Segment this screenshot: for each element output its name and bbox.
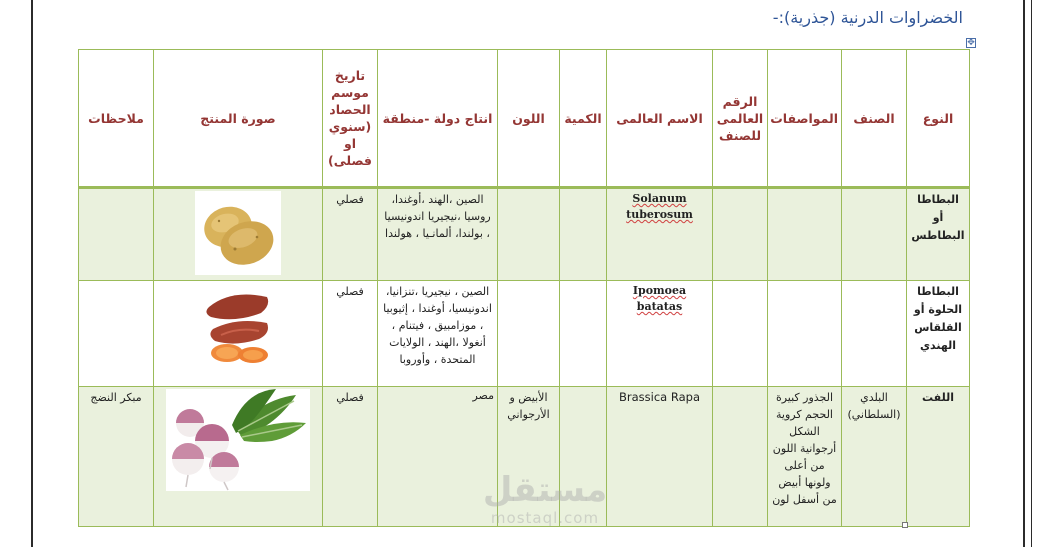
cell-production: مصر <box>378 387 498 527</box>
cell-production: الصين ، نيجيريا ،تنزانيا، اندونيسيا، أوغندا ، إثيوبيا ، موزامبيق ، فيتنام ، أنغولا ،الهند ، الولايات المتحدة ، وأوروبا <box>378 281 498 387</box>
watermark-logo: مستقل <box>482 470 608 510</box>
cell-color <box>498 281 560 387</box>
header-type: النوع <box>907 50 970 188</box>
table-row <box>79 188 970 281</box>
header-specs: المواصفات <box>768 50 842 188</box>
header-notes: ملاحظات <box>79 50 154 188</box>
sweet-potato-image <box>201 283 275 369</box>
section-heading: الخضراوات الدرنية (جذرية):- <box>772 8 963 27</box>
header-production: انتاج دولة -منطقة <box>378 50 498 188</box>
right-page-margin <box>1023 0 1057 547</box>
left-page-margin <box>0 0 33 547</box>
cell-color: الأبيض و الأرجواني <box>498 387 560 527</box>
vegetables-table <box>78 49 970 527</box>
table-resize-handle[interactable] <box>902 522 908 528</box>
cell-intl-number <box>713 188 768 281</box>
cell-harvest-date: فصلي <box>323 387 378 527</box>
potato-image <box>195 191 281 275</box>
cell-notes: مبكر النضج <box>79 387 154 527</box>
cell-image <box>154 281 323 387</box>
header-intl-number: الرقم العالمى للصنف <box>713 50 768 188</box>
watermark-url: mostaql.com <box>490 509 600 527</box>
cell-color <box>498 188 560 281</box>
cell-scientific-name: Solanum tuberosum <box>607 188 713 281</box>
cell-specs <box>768 188 842 281</box>
header-row <box>79 50 970 188</box>
cell-type: البطاطا الحلوة أو القلقاس الهندي <box>907 281 970 387</box>
cell-notes <box>79 281 154 387</box>
cell-notes <box>79 188 154 281</box>
header-quantity: الكمية <box>560 50 607 188</box>
cell-variety <box>842 188 907 281</box>
cell-quantity <box>560 188 607 281</box>
header-scientific-name: الاسم العالمى <box>607 50 713 188</box>
cell-specs: الجذور كبيرة الحجم كروية الشكل أرجوانية اللون من أعلى ولونها أبيض من أسفل لون <box>768 387 842 527</box>
cell-type: اللفت <box>907 387 970 527</box>
turnip-image <box>166 389 310 491</box>
cell-image <box>154 188 323 281</box>
header-harvest-date: تاريخ موسم الحصاد (سنوي او فصلى) <box>323 50 378 188</box>
cell-harvest-date: فصلي <box>323 188 378 281</box>
header-variety: الصنف <box>842 50 907 188</box>
cell-variety <box>842 281 907 387</box>
cell-production: الصين ،الهند ،أوغندا، روسيا ،نيجيريا اندونيسيا ، بولندا، ألمانـيا ، هولندا <box>378 188 498 281</box>
cell-scientific-name: Brassica Rapa <box>607 387 713 527</box>
cell-harvest-date: فصلي <box>323 281 378 387</box>
cell-quantity <box>560 281 607 387</box>
cell-intl-number <box>713 281 768 387</box>
watermark <box>480 470 610 532</box>
table-row <box>79 281 970 387</box>
cell-specs <box>768 281 842 387</box>
header-image: صورة المنتج <box>154 50 323 188</box>
cell-intl-number <box>713 387 768 527</box>
cell-image <box>154 387 323 527</box>
header-color: اللون <box>498 50 560 188</box>
table-move-handle-icon[interactable]: ✥ <box>967 38 975 48</box>
cell-scientific-name: Ipomoea batatas <box>607 281 713 387</box>
cell-variety: البلدي (السلطاني) <box>842 387 907 527</box>
cell-type: البطاطا أو البطاطس <box>907 188 970 281</box>
